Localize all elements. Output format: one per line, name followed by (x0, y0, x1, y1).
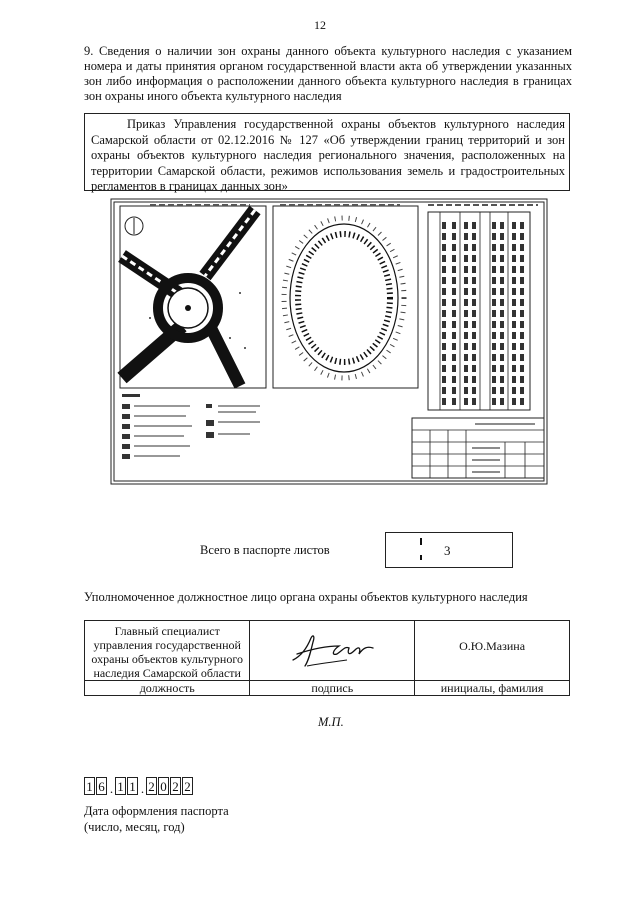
caption-position: должность (85, 681, 250, 696)
date-month-digit: 1 (127, 777, 138, 795)
signature-cell (250, 621, 415, 681)
signature-table (84, 620, 570, 696)
caption-signature: подпись (250, 681, 415, 696)
date-caption-line: Дата оформления паспорта (84, 804, 229, 818)
date-year-digit: 2 (182, 777, 193, 795)
date-caption-line: (число, месяц, год) (84, 820, 185, 834)
date-day-digit: 1 (84, 777, 95, 795)
signature-icon (287, 626, 377, 672)
sheets-label: Всего в паспорте листов (200, 543, 330, 557)
date-year-digit: 2 (146, 777, 157, 795)
date-year-digit: 2 (170, 777, 181, 795)
section-heading: 9. Сведения о наличии зон охраны данного объекта культурного наследия с указанием номера и даты принятия органом государственной власти акта об утверждении указанных зон либо информация о расположении данного объекта культурного наследия в границах зон охраны иного объекта культурного наследия (84, 44, 572, 103)
date-separator: . (140, 781, 145, 796)
date-year-digit: 0 (158, 777, 169, 795)
official-name: О.Ю.Мазина (415, 621, 570, 681)
tick-mark (420, 555, 422, 560)
date-day-digit: 6 (96, 777, 107, 795)
plan-drawing-icon (110, 198, 548, 485)
tick-mark (420, 538, 422, 545)
sheets-count: 3 (444, 543, 451, 558)
date-caption (84, 803, 229, 835)
date-month-digit: 1 (115, 777, 126, 795)
date-field (84, 775, 194, 795)
stamp-label: М.П. (318, 715, 344, 729)
date-separator: . (109, 781, 114, 796)
caption-name: инициалы, фамилия (415, 681, 570, 696)
official-heading: Уполномоченное должностное лицо органа охраны объектов культурного наследия (84, 590, 528, 604)
page-number: 12 (314, 18, 326, 32)
sheets-count-box (385, 532, 513, 568)
official-position: Главный специалист управления государственной охраны объектов культурного наследия Самарской области (85, 621, 250, 681)
order-reference-box (84, 113, 570, 191)
order-text: Приказ Управления государственной охраны объектов культурного наследия Самарской области от 02.12.2016 № 127 «Об утверждении границ территорий и зон охраны объектов культурного наследия регионального значения, расположенных на территории Самарской области, режимов использования земель и градостроительных регламентов в границах данных зон» (91, 117, 565, 193)
